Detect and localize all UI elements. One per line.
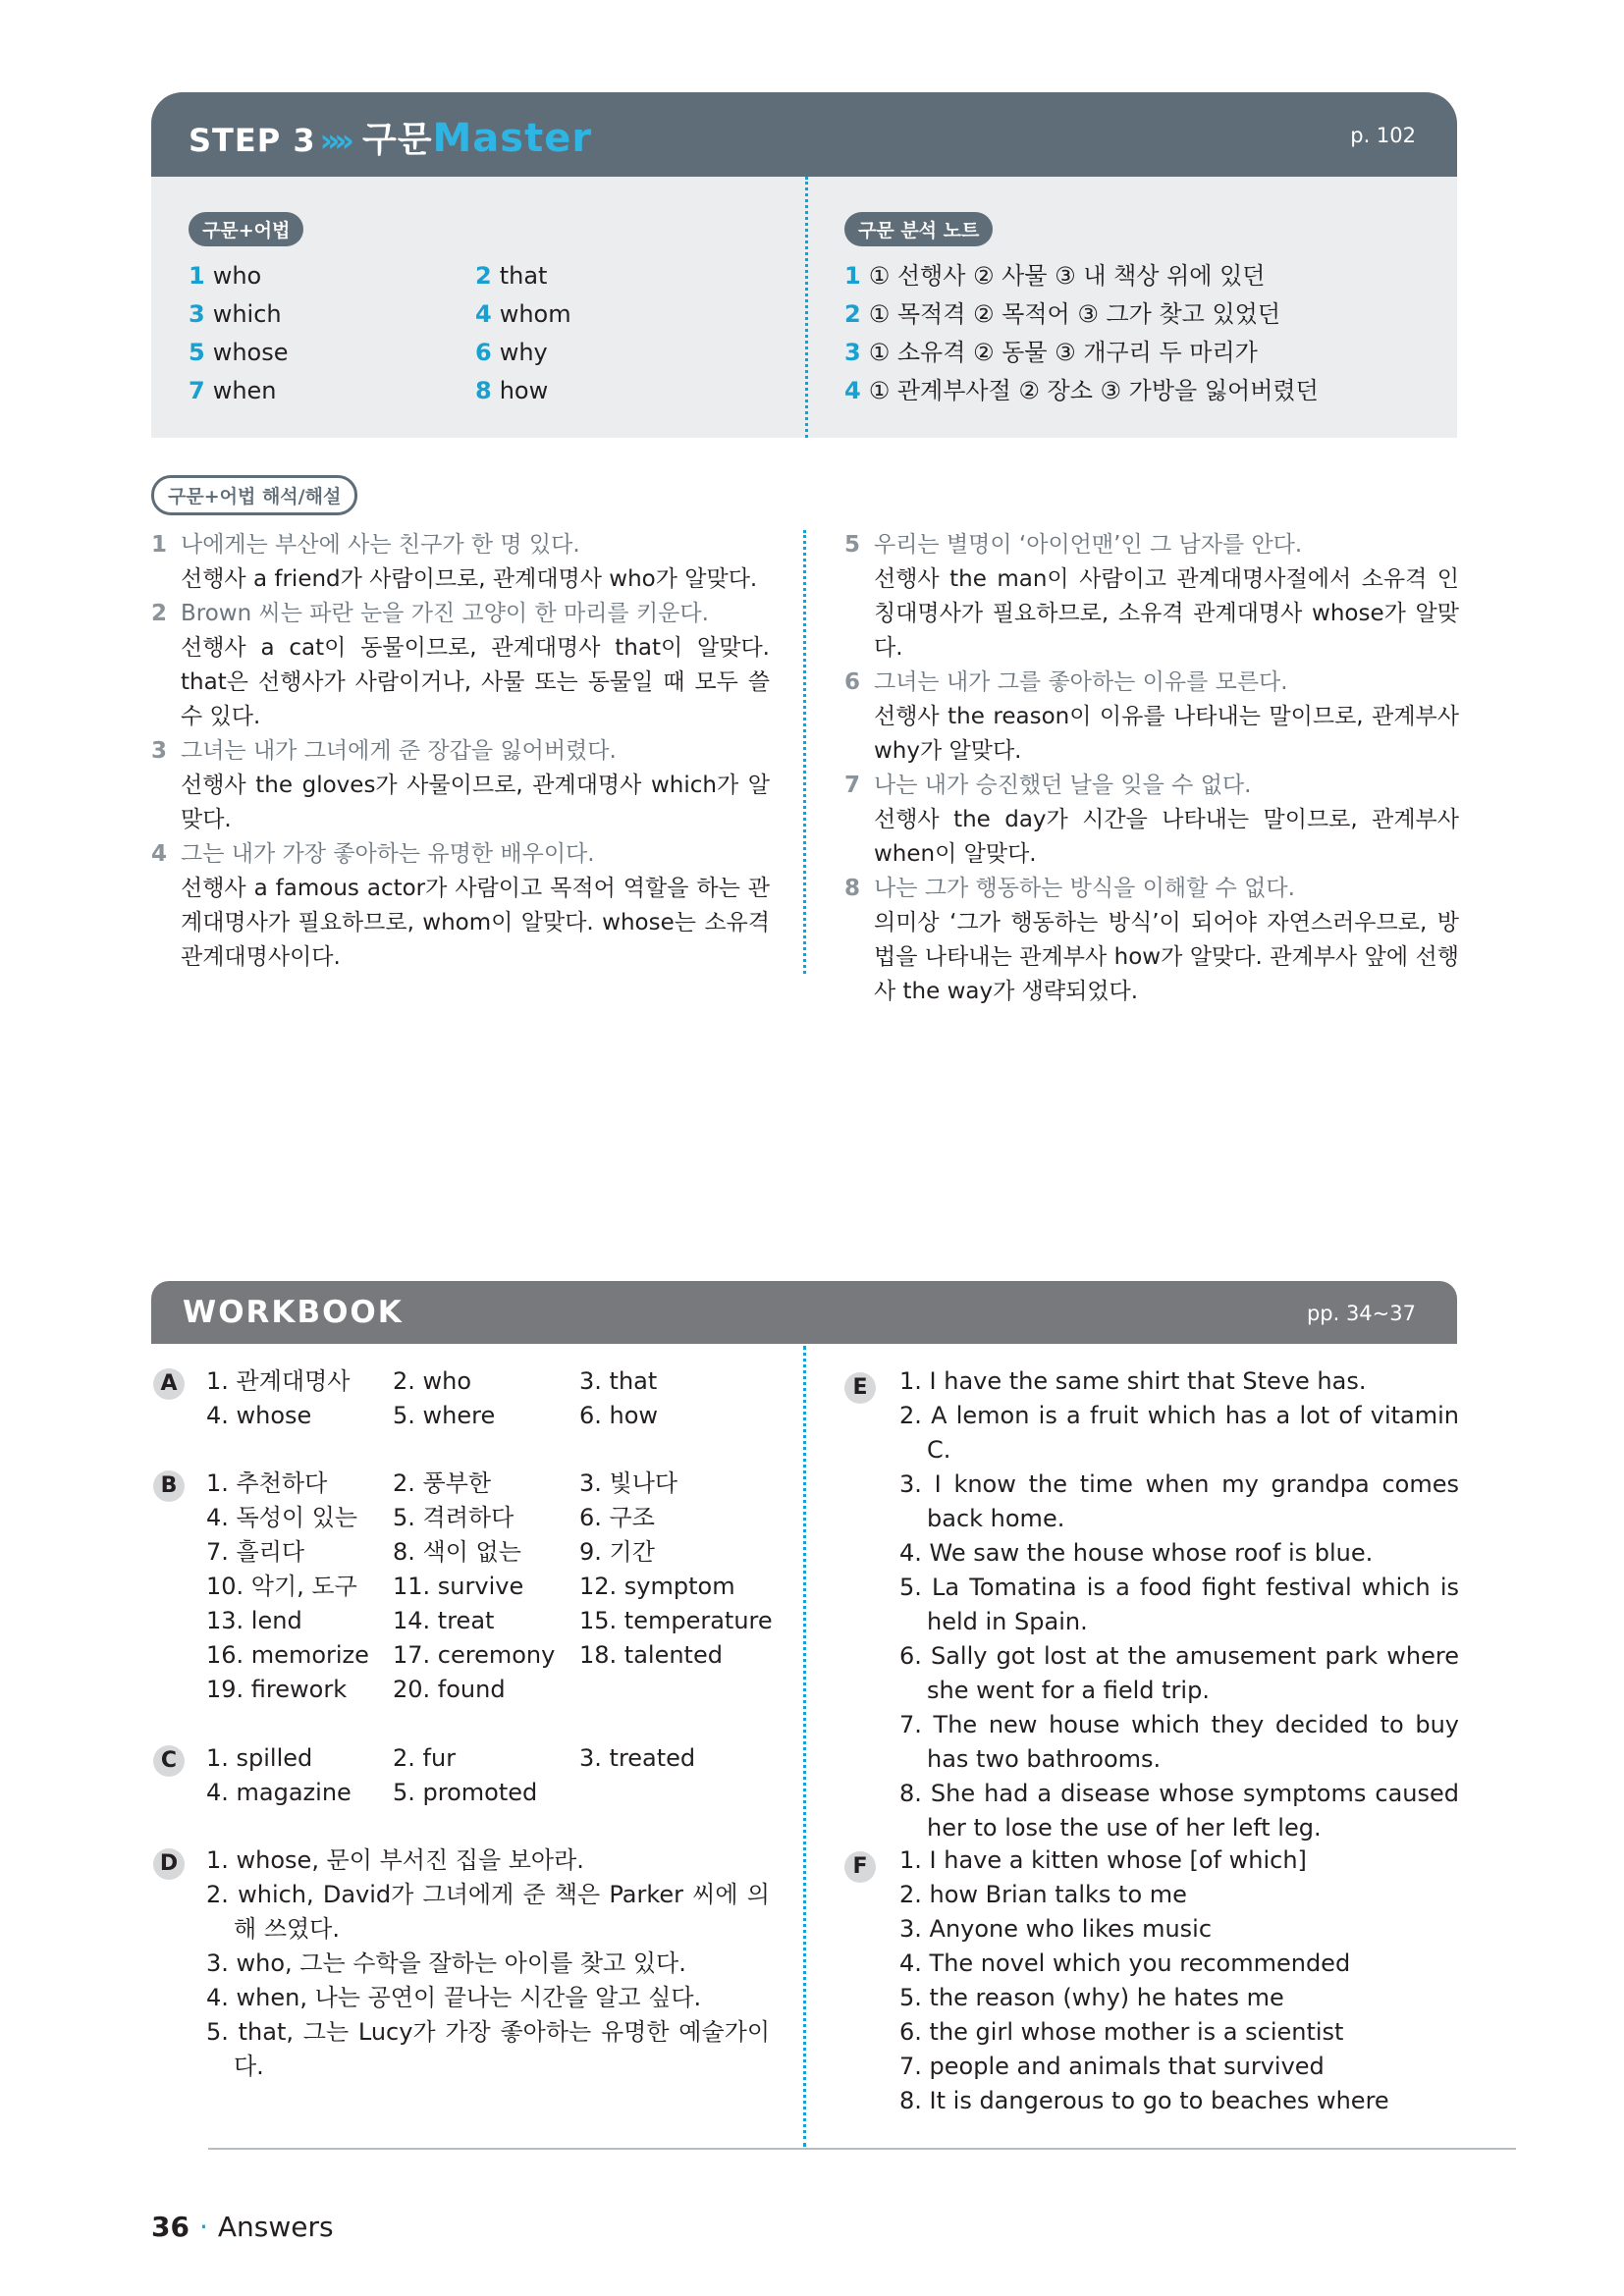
note-row — [844, 372, 1434, 410]
workbook-answer: 4. when, 나는 공연이 끝나는 시간을 알고 싶다. — [206, 1984, 702, 2011]
analysis-notes — [844, 257, 1434, 410]
section-e-badge: E — [844, 1372, 876, 1404]
grammar-answer — [475, 372, 623, 410]
workbook-answer: 1. I have the same shirt that Steve has. — [899, 1367, 1367, 1395]
workbook-answer: 3. that — [579, 1367, 658, 1395]
explain-translation: 나는 내가 승진했던 날을 잊을 수 없다. — [874, 773, 1252, 798]
answer-number: 2 — [475, 262, 492, 290]
step-label: STEP 3 — [189, 122, 316, 159]
section-d-answers — [206, 1843, 770, 2084]
answer-number: 1 — [189, 262, 205, 290]
workbook-answer: 8. It is dangerous to go to beaches where — [899, 2087, 1389, 2114]
grammar-answer — [189, 334, 475, 372]
explain-question — [151, 734, 770, 769]
note-row — [844, 295, 1434, 334]
answer-text: how — [499, 377, 549, 404]
workbook-answer: 4. magazine — [206, 1779, 352, 1806]
explain-translation: 나는 그가 행동하는 방식을 이해할 수 없다. — [874, 876, 1295, 901]
answer-text: why — [499, 339, 548, 366]
explain-body: 선행사 the gloves가 사물이므로, 관계대명사 which가 알맞다. — [181, 773, 770, 832]
workbook-answer: 7. The new house which they decided to buy has two bathrooms. — [899, 1711, 1459, 1773]
answer-number: 6 — [475, 339, 492, 366]
step-master-title: Master — [432, 116, 593, 161]
workbook-answer: 1. 관계대명사 — [206, 1367, 351, 1395]
explain-item — [151, 528, 770, 597]
workbook-answer: 2. which, David가 그녀에게 준 책은 Parker 씨에 의해 쓰였다. — [206, 1881, 770, 1943]
note-number: 1 — [844, 262, 861, 290]
workbook-answer: 5. La Tomatina is a food fight festival which is held in Spain. — [899, 1574, 1459, 1635]
workbook-answer: 4. whose — [206, 1402, 312, 1429]
workbook-answer: 1. whose, 문이 부서진 집을 보아라. — [206, 1846, 584, 1874]
step3-header — [151, 92, 1457, 177]
explain-item — [151, 597, 770, 734]
step3-page-ref: p. 102 — [1350, 124, 1416, 147]
workbook-answer: 2. 풍부한 — [393, 1469, 492, 1497]
step3-body — [151, 177, 1457, 438]
explain-translation: 그는 내가 가장 좋아하는 유명한 배우이다. — [181, 841, 595, 867]
explain-number: 3 — [151, 738, 168, 764]
note-text: ① 관계부사절 ② 장소 ③ 가방을 잃어버렸던 — [868, 377, 1319, 404]
explain-translation: 그녀는 내가 그를 좋아하는 이유를 모른다. — [874, 669, 1288, 695]
grammar-answer — [475, 257, 623, 295]
section-c-badge: C — [153, 1745, 185, 1777]
workbook-answer: 3. Anyone who likes music — [899, 1915, 1213, 1943]
section-b-badge: B — [153, 1470, 185, 1502]
workbook-answer: 8. She had a disease whose symptoms caused her to lose the use of her left leg. — [899, 1780, 1459, 1842]
footer-dot: · — [198, 2211, 208, 2243]
workbook-answer: 6. the girl whose mother is a scientist — [899, 2018, 1344, 2046]
workbook-answer: 14. treat — [393, 1607, 495, 1634]
explain-item — [844, 872, 1459, 1009]
explain-question — [844, 666, 1459, 700]
explain-body: 선행사 the man이 사람이고 관계대명사절에서 소유격 인칭대명사가 필요하므로, 소유격 관계대명사 whose가 알맞다. — [874, 566, 1459, 661]
section-b-answers — [206, 1467, 776, 1707]
explain-body: 선행사 the day가 시간을 나타내는 말이므로, 관계부사 when이 알맞다. — [874, 807, 1459, 867]
explain-question — [151, 528, 770, 562]
answer-text: when — [212, 377, 277, 404]
workbook-answer: 2. fur — [393, 1744, 457, 1772]
explain-item — [844, 769, 1459, 872]
workbook-answer: 3. who, 그는 수학을 잘하는 아이를 찾고 있다. — [206, 1949, 686, 1977]
workbook-header — [151, 1281, 1457, 1344]
explain-number: 1 — [151, 532, 168, 558]
answer-text: who — [212, 262, 262, 290]
explain-number: 7 — [844, 773, 861, 798]
explain-left-column — [151, 528, 770, 975]
explain-translation: 우리는 별명이 ‘아이언맨’인 그 남자를 안다. — [874, 532, 1303, 558]
explain-item — [151, 734, 770, 837]
workbook-answer: 6. how — [579, 1402, 659, 1429]
note-text: ① 선행사 ② 사물 ③ 내 책상 위에 있던 — [868, 262, 1266, 290]
explain-divider — [803, 530, 806, 974]
explain-translation: 나에게는 부산에 사는 친구가 한 명 있다. — [181, 532, 580, 558]
workbook-answer: 20. found — [393, 1676, 506, 1703]
step-kor-title: 구문 — [361, 120, 433, 160]
explain-item — [844, 666, 1459, 769]
workbook-answer: 12. symptom — [579, 1573, 735, 1600]
note-number: 2 — [844, 300, 861, 328]
workbook-answer: 5. 격려하다 — [393, 1504, 514, 1531]
workbook-answer: 9. 기간 — [579, 1538, 655, 1566]
workbook-answer: 10. 악기, 도구 — [206, 1573, 357, 1600]
grammar-answers — [189, 257, 601, 410]
note-number: 4 — [844, 377, 861, 404]
answer-number: 8 — [475, 377, 492, 404]
grammar-pill: 구문+어법 — [189, 212, 303, 246]
workbook-answer: 3. treated — [579, 1744, 696, 1772]
explain-question — [844, 872, 1459, 906]
grammar-answer — [189, 257, 475, 295]
workbook-answer: 1. 추천하다 — [206, 1469, 328, 1497]
note-pill: 구문 분석 노트 — [844, 212, 993, 246]
workbook-title: WORKBOOK — [183, 1295, 404, 1330]
answer-text: that — [499, 262, 548, 290]
answer-number: 4 — [475, 300, 492, 328]
explain-question — [844, 528, 1459, 562]
section-e-answers — [899, 1364, 1459, 1845]
answer-number: 3 — [189, 300, 205, 328]
workbook-answer: 6. Sally got lost at the amusement park where she went for a field trip. — [899, 1642, 1459, 1704]
workbook-answer: 6. 구조 — [579, 1504, 655, 1531]
workbook-answer: 5. where — [393, 1402, 496, 1429]
note-row — [844, 257, 1434, 295]
answer-number: 5 — [189, 339, 205, 366]
workbook-answer: 2. who — [393, 1367, 472, 1395]
explain-question — [844, 769, 1459, 803]
explain-body: 선행사 a famous actor가 사람이고 목적어 역할을 하는 관계대명사가 필요하므로, whom이 알맞다. whose는 소유격 관계대명사이다. — [181, 876, 770, 970]
workbook-answer: 7. people and animals that survived — [899, 2053, 1325, 2080]
explain-number: 2 — [151, 601, 168, 626]
section-f-badge: F — [844, 1851, 876, 1883]
step3-divider — [805, 177, 808, 438]
section-c-answers — [206, 1741, 776, 1810]
workbook-answer: 18. talented — [579, 1641, 723, 1669]
answer-number: 7 — [189, 377, 205, 404]
workbook-answer: 1. I have a kitten whose [of which] — [899, 1846, 1307, 1874]
workbook-answer: 16. memorize — [206, 1641, 369, 1669]
explain-number: 8 — [844, 876, 861, 901]
explain-translation: 그녀는 내가 그녀에게 준 장갑을 잃어버렸다. — [181, 738, 617, 764]
workbook-answer: 4. We saw the house whose roof is blue. — [899, 1539, 1374, 1567]
workbook-divider — [803, 1346, 806, 2147]
page-footer — [151, 2211, 334, 2243]
explain-number: 5 — [844, 532, 861, 558]
workbook-answer: 2. how Brian talks to me — [899, 1881, 1187, 1908]
workbook-answer: 3. I know the time when my grandpa comes back home. — [899, 1470, 1459, 1532]
explain-translation: Brown 씨는 파란 눈을 가진 고양이 한 마리를 키운다. — [181, 601, 709, 626]
note-number: 3 — [844, 339, 861, 366]
grammar-answer — [189, 372, 475, 410]
workbook-answer: 15. temperature — [579, 1607, 773, 1634]
footer-rule — [208, 2148, 1516, 2150]
explain-body: 선행사 a friend가 사람이므로, 관계대명사 who가 알맞다. — [181, 566, 758, 592]
answer-text: whose — [212, 339, 289, 366]
workbook-answer: 11. survive — [393, 1573, 524, 1600]
footer-label: Answers — [217, 2211, 334, 2243]
workbook-answer: 8. 색이 없는 — [393, 1538, 521, 1566]
answer-text: whom — [499, 300, 571, 328]
workbook-answer: 5. the reason (why) he hates me — [899, 1984, 1284, 2011]
grammar-answer — [189, 295, 475, 334]
explain-number: 6 — [844, 669, 861, 695]
section-d-badge: D — [153, 1848, 185, 1880]
grammar-answer — [475, 334, 623, 372]
workbook-page-ref: pp. 34~37 — [1306, 1302, 1416, 1325]
workbook-answer: 3. 빛나다 — [579, 1469, 678, 1497]
explain-number: 4 — [151, 841, 168, 867]
workbook-answer: 1. spilled — [206, 1744, 313, 1772]
explain-body: 선행사 the reason이 이유를 나타내는 말이므로, 관계부사 why가 알맞다. — [874, 704, 1459, 764]
workbook-answer: 5. that, 그는 Lucy가 가장 좋아하는 유명한 예술가이다. — [206, 2018, 770, 2080]
grammar-answer — [475, 295, 623, 334]
page-number: 36 — [151, 2211, 189, 2243]
answer-text: which — [212, 300, 282, 328]
workbook-answer: 7. 흘리다 — [206, 1538, 305, 1566]
explain-item — [151, 837, 770, 975]
section-a-answers — [206, 1364, 776, 1433]
explain-pill: 구문+어법 해석/해설 — [151, 475, 357, 515]
note-text: ① 소유격 ② 동물 ③ 개구리 두 마리가 — [868, 339, 1258, 366]
explain-right-column — [844, 528, 1459, 1009]
section-f-answers — [899, 1843, 1459, 2118]
chevron-icon: »» — [319, 122, 349, 159]
note-text: ① 목적격 ② 목적어 ③ 그가 찾고 있었던 — [868, 300, 1281, 328]
step3-title — [189, 112, 592, 162]
explain-body: 선행사 a cat이 동물이므로, 관계대명사 that이 알맞다. that은 선행사가 사람이거나, 사물 또는 동물일 때 모두 쓸 수 있다. — [181, 635, 770, 729]
explain-question — [151, 837, 770, 872]
workbook-answer: 19. firework — [206, 1676, 348, 1703]
workbook-answer: 13. lend — [206, 1607, 302, 1634]
workbook-answer: 17. ceremony — [393, 1641, 556, 1669]
workbook-answer: 2. A lemon is a fruit which has a lot of vitamin C. — [899, 1402, 1459, 1464]
workbook-answer: 5. promoted — [393, 1779, 538, 1806]
section-a-badge: A — [153, 1368, 185, 1400]
note-row — [844, 334, 1434, 372]
explain-question — [151, 597, 770, 631]
workbook-answer: 4. The novel which you recommended — [899, 1949, 1351, 1977]
explain-body: 의미상 ‘그가 행동하는 방식’이 되어야 자연스러우므로, 방법을 나타내는 관계부사 how가 알맞다. 관계부사 앞에 선행사 the way가 생략되었다. — [874, 910, 1459, 1004]
explain-item — [844, 528, 1459, 666]
workbook-answer: 4. 독성이 있는 — [206, 1504, 358, 1531]
